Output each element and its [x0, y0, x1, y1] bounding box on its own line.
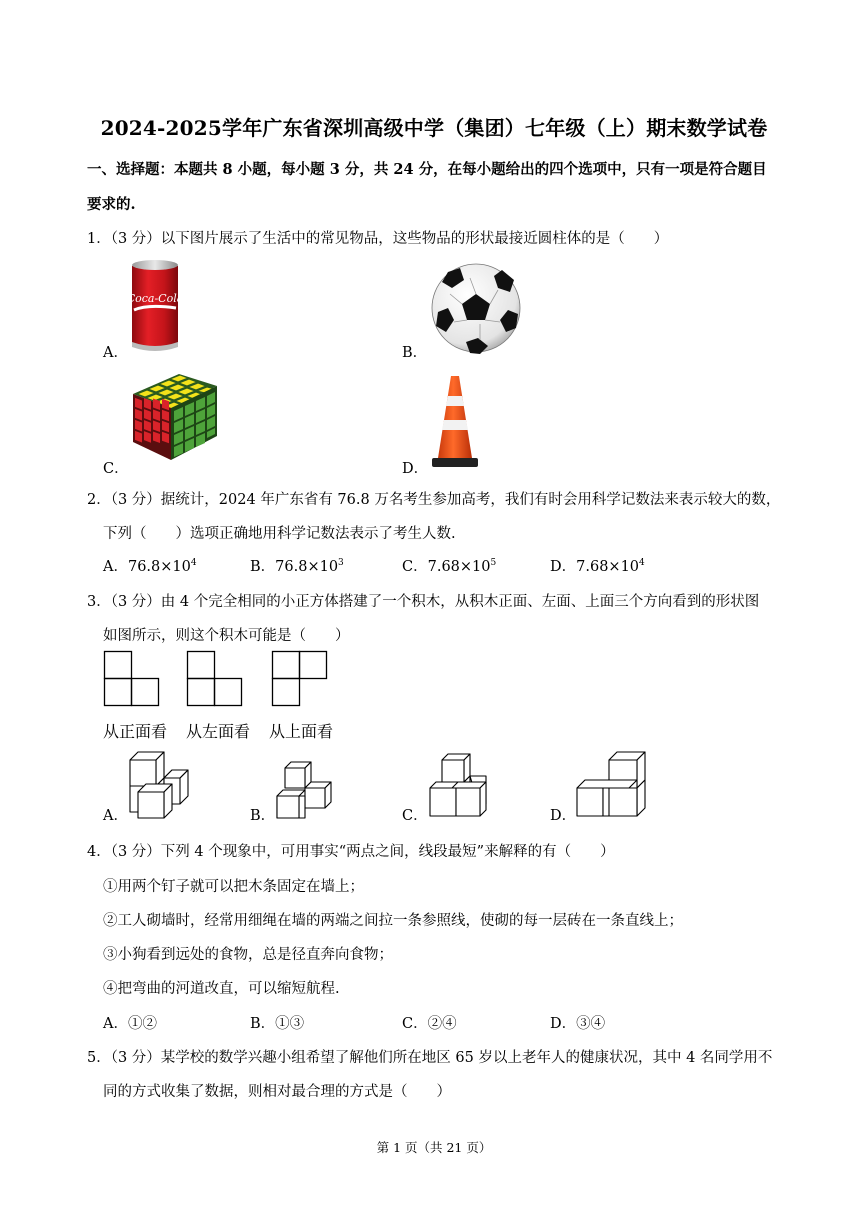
left-view-label: 从左面看	[186, 722, 251, 741]
q3-option-d-label: D．	[550, 808, 577, 824]
q3-option-a-blocks	[128, 750, 190, 820]
q3-option-c-label: C．	[402, 808, 428, 824]
soda-can-image	[128, 258, 182, 354]
top-view-diagram	[272, 651, 328, 707]
q2-stem-line1: 2．（3 分）据统计，2024 年广东省有 76.8 万名考生参加高考，我们有时会用科学记数法来表示较大的数，	[87, 492, 781, 508]
q2-option-a: A．$76.8\times 10^4$	[103, 558, 197, 575]
q4-option-b: B．①③	[250, 1016, 305, 1032]
q5-stem-line1: 5．（3 分）某学校的数学兴趣小组希望了解他们所在地区 65 岁以上老年人的健康状况，其中 4 名同学用不	[87, 1050, 773, 1066]
page-footer: 第 1 页（共 21 页）	[376, 1140, 492, 1155]
q3-option-b-label: B．	[250, 808, 276, 824]
section-header-line2: 要求的.	[87, 196, 136, 213]
q4-item-1: ①用两个钉子就可以把木条固定在墙上；	[103, 879, 364, 895]
q4-option-c: C．②④	[402, 1016, 457, 1032]
traffic-cone-image	[430, 374, 480, 470]
q4-option-a: A．①②	[103, 1016, 157, 1032]
q4-item-2: ②工人砌墙时，经常用细绳在墙的两端之间拉一条参照线，使砌的每一层砖在一条直线上；	[103, 913, 683, 929]
q3-stem-line1: 3．（3 分）由 4 个完全相同的小正方体搭建了一个积木，从积木正面、左面、上面三个方向看到的形状图	[87, 594, 760, 610]
q5-stem-line2: 同的方式收集了数据，则相对最合理的方式是（ ）	[103, 1084, 451, 1100]
soccer-ball-image	[430, 262, 522, 354]
q1-option-b-label: B．	[402, 345, 428, 361]
front-view-label: 从正面看	[103, 722, 168, 741]
q3-option-c-blocks	[428, 752, 490, 820]
q2-option-c: C．$7.68\times 10^5$	[402, 558, 497, 575]
top-view-label: 从上面看	[269, 722, 334, 741]
q1-option-d-label: D．	[402, 461, 429, 477]
q1-option-a-label: A．	[103, 345, 128, 361]
q3-option-b-blocks	[275, 760, 337, 820]
q1-stem: 1．（3 分）以下图片展示了生活中的常见物品，这些物品的形状最接近圆柱体的是（ ）	[87, 231, 669, 247]
q4-item-4: ④把弯曲的河道改直，可以缩短航程.	[103, 981, 340, 997]
front-view-diagram	[104, 651, 160, 707]
section-header-line1: 一、选择题：本题共 8 小题，每小题 3 分，共 24 分，在每小题给出的四个选项中，只有一项是符合题目	[87, 161, 767, 178]
q1-option-c-label: C．	[103, 461, 129, 477]
q4-stem: 4．（3 分）下列 4 个现象中，可用事实“两点之间，线段最短”来解释的有（ ）	[87, 844, 615, 860]
can-brand-text: Coca-Cola	[126, 292, 184, 305]
left-view-diagram	[187, 651, 243, 707]
page-title: 2024-2025学年广东省深圳高级中学（集团）七年级（上）期末数学试卷	[100, 116, 768, 140]
q3-option-d-blocks	[575, 750, 649, 820]
q3-stem-line2: 如图所示，则这个积木可能是（ ）	[103, 628, 350, 644]
q2-option-d: D．$7.68\times 10^4$	[550, 558, 645, 575]
q4-option-d: D．③④	[550, 1016, 606, 1032]
q2-stem-line2: 下列（ ）选项正确地用科学记数法表示了考生人数.	[103, 526, 456, 542]
rubiks-cube-image	[127, 370, 221, 462]
q2-option-b: B．$76.8\times 10^3$	[250, 558, 344, 575]
q3-option-a-label: A．	[103, 808, 128, 824]
q4-item-3: ③小狗看到远处的食物，总是径直奔向食物；	[103, 947, 393, 963]
